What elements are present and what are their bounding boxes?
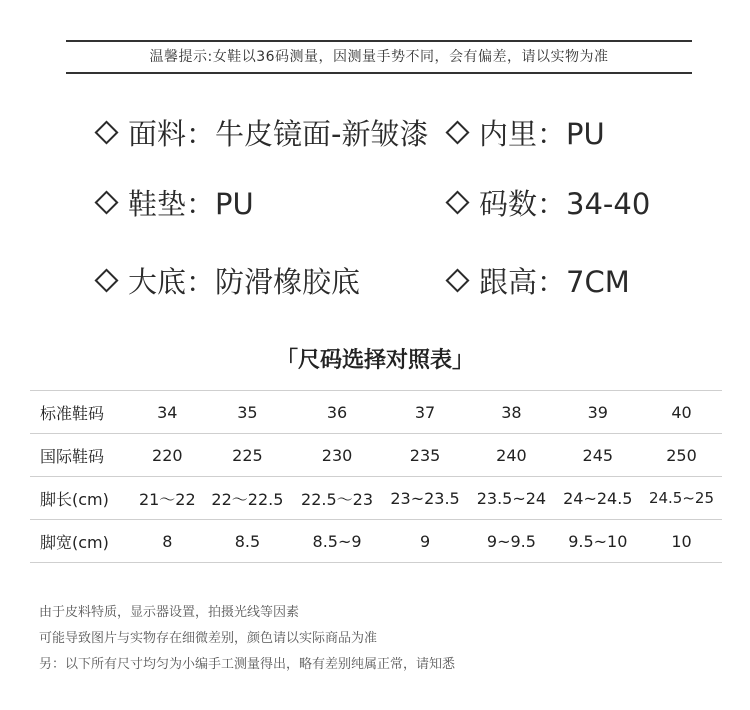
spec-upper-text: 面料：牛皮镜面-新皱漆 (128, 117, 429, 151)
table-row-standard (30, 391, 722, 434)
spec-lining (443, 112, 605, 153)
spec-insole (92, 182, 254, 223)
table-cell: 39 (555, 391, 641, 434)
table-cell: 23.5~24 (468, 477, 554, 520)
table-cell: 21～22 (132, 477, 203, 520)
spec-heel-text: 跟高：7CM (479, 265, 630, 299)
footnote-line: 可能导致图片与实物存在细微差别，颜色请以实际商品为准 (39, 631, 378, 646)
table-cell: 22～22.5 (203, 477, 293, 520)
table-cell: 8.5~9 (292, 520, 382, 563)
table-cell: 36 (292, 391, 382, 434)
table-row-foot-width (30, 520, 722, 563)
table-cell: 22.5～23 (292, 477, 382, 520)
table-cell: 23~23.5 (382, 477, 468, 520)
table-cell: 38 (468, 391, 554, 434)
table-cell: 240 (468, 434, 554, 477)
footnotes (39, 600, 455, 678)
table-cell: 230 (292, 434, 382, 477)
diamond-icon (94, 190, 118, 214)
table-cell: 37 (382, 391, 468, 434)
spec-outsole-text: 大底：防滑橡胶底 (128, 265, 361, 299)
table-cell: 8.5 (203, 520, 293, 563)
table-cell: 24.5~25 (641, 477, 722, 520)
spec-upper (92, 112, 428, 153)
table-cell: 235 (382, 434, 468, 477)
diamond-icon (445, 190, 469, 214)
table-cell: 245 (555, 434, 641, 477)
table-cell: 250 (641, 434, 722, 477)
size-notice: 温馨提示:女鞋以36码测量，因测量手势不同，会有偏差，请以实物为准 (66, 40, 692, 74)
table-cell: 40 (641, 391, 722, 434)
table-cell: 9 (382, 520, 468, 563)
table-title: 「尺码选择对照表」 (275, 348, 474, 373)
table-cell: 24~24.5 (555, 477, 641, 520)
table-cell: 220 (132, 434, 203, 477)
size-chart-table (30, 390, 722, 563)
spec-heel (443, 260, 630, 301)
diamond-icon (94, 268, 118, 292)
table-cell: 9.5~10 (555, 520, 641, 563)
spec-sizes-text: 码数：34-40 (479, 187, 651, 221)
row-label: 标准鞋码 (30, 391, 132, 434)
table-cell: 10 (641, 520, 722, 563)
table-cell: 225 (203, 434, 293, 477)
table-row-international (30, 434, 722, 477)
diamond-icon (445, 120, 469, 144)
spec-insole-text: 鞋垫：PU (128, 187, 254, 221)
diamond-icon (94, 120, 118, 144)
footnote-line: 由于皮料特质，显示器设置，拍摄光线等因素 (39, 605, 300, 620)
spec-outsole (92, 260, 360, 301)
table-row-foot-length (30, 477, 722, 520)
table-cell: 9~9.5 (468, 520, 554, 563)
table-cell: 35 (203, 391, 293, 434)
spec-lining-text: 内里：PU (479, 117, 605, 151)
table-cell: 34 (132, 391, 203, 434)
row-label: 脚长(cm) (30, 477, 132, 520)
diamond-icon (445, 268, 469, 292)
table-cell: 8 (132, 520, 203, 563)
spec-sizes (443, 182, 650, 223)
row-label: 脚宽(cm) (30, 520, 132, 563)
row-label: 国际鞋码 (30, 434, 132, 477)
footnote-line: 另：以下所有尺寸均匀为小编手工测量得出，略有差别纯属正常，请知悉 (39, 657, 456, 672)
